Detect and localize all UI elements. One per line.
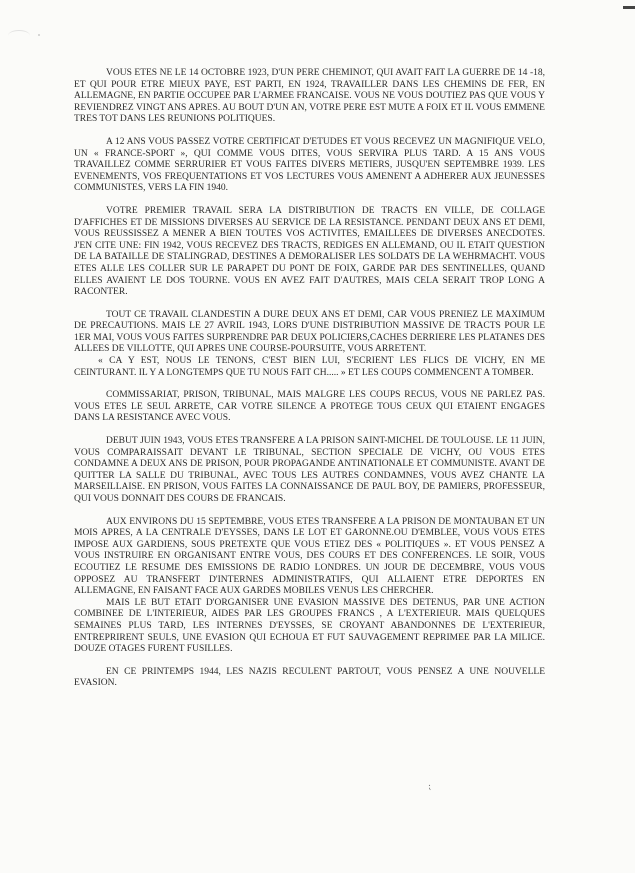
- paragraph-trial: DEBUT JUIN 1943, VOUS ETES TRANSFERE A LA PRISON SAINT-MICHEL DE TOULOUSE. LE 11 JUIN, VOUS COMPARAISSAIT DEVANT LE TRIBUNAL, SECTION SPECIALE DE VICHY, OU VOUS ETES CONDAMNE A DEUX ANS DE PRISON, POUR PROPAGANDE ANTINATIONALE ET COMMUNISTE. AVANT DE QUITTER LA SALLE DU TRIBUNAL, AVEC TOUS LES AUTRES CONDAMNES, VOUS AVEZ CHANTE LA MARSEILLAISE. EN PRISON, VOUS FAITES LA CONNAISSANCE DE PAUL BOY, DE PAMIERS, PROFESSEUR, QUI VOUS DONNAIT DES COURS DE FRANCAIS.: [74, 436, 545, 504]
- scan-dot: [38, 34, 40, 36]
- paragraph-silence: COMMISSARIAT, PRISON, TRIBUNAL, MAIS MALGRE LES COUPS RECUS, VOUS NE PARLEZ PAS. VOUS ETES LE SEUL ARRETE, CAR VOTRE SILENCE A PROTEGE TOUS CEUX QUI ETAIENT ENGAGES DANS LA RESISTANCE AVEC VOUS.: [74, 390, 545, 424]
- paragraph-youth: A 12 ANS VOUS PASSEZ VOTRE CERTIFICAT D'ETUDES ET VOUS RECEVEZ UN MAGNIFIQUE VELO, UN « FRANCE-SPORT », QUI COMME VOUS DITES, VOUS SERVIRA PLUS TARD. A 15 ANS VOUS TRAVAILLEZ COMME SERRURIER ET VOUS FAITES DIVERS METIERS, JUSQU'EN SEPTEMBRE 1939. LES EVENEMENTS, VOS FREQUENTATIONS ET VOS LECTURES VOUS AMENENT A ADHERER AUX JEUNESSES COMMUNISTES, VERS LA FIN 1940.: [74, 136, 545, 194]
- scan-smudge: [8, 30, 30, 41]
- paragraph-spring-1944: EN CE PRINTEMPS 1944, LES NAZIS RECULENT PARTOUT, VOUS PENSEZ A UNE NOUVELLE EVASION.: [74, 666, 545, 689]
- paragraph-arrest: TOUT CE TRAVAIL CLANDESTIN A DURE DEUX ANS ET DEMI, CAR VOUS PRENIEZ LE MAXIMUM DE PRECAUTIONS. MAIS LE 27 AVRIL 1943, LORS D'UNE DISTRIBUTION MASSIVE DE TRACTS POUR LE 1ER MAI, VOUS VOUS FAITES SURPRENDRE PAR DEUX POLICIERS,CACHES DERRIERE LES PLATANES DES ALLEES DE VILLOTTE, QUI APRES UNE COURSE-POURSUITE, VOUS ARRETENT.: [74, 309, 545, 355]
- paragraph-quote: « CA Y EST, NOUS LE TENONS, C'EST BIEN LUI, S'ECRIENT LES FLICS DE VICHY, EN ME CEINTURANT. IL Y A LONGTEMPS QUE TU NOUS FAIT CH..... » ET LES COUPS COMMENCENT A TOMBER.: [74, 356, 545, 378]
- scan-artifact: ⁏: [428, 781, 432, 791]
- paragraph-eysses: AUX ENVIRONS DU 15 SEPTEMBRE, VOUS ETES TRANSFERE A LA PRISON DE MONTAUBAN ET UN MOIS APRES, A LA CENTRALE D'EYSSES, DANS LE LOT ET GARONNE.OU D'EMBLEE, VOUS VOUS ETES IMPOSE AUX GARDIENS, SOUS PRETEXTE QUE VOUS ETIEZ DES « POLITIQUES ». ET VOUS PENSEZ A VOUS INSTRUIRE EN ORGANISANT ENTRE VOUS, DES COURS ET DES CONFERENCES. LE SOIR, VOUS ECOUTIEZ LE RESUME DES EMISSIONS DE RADIO LONDRES. UN JOUR DE DECEMBRE, VOUS VOUS OPPOSEZ AU TRANSFERT D'INTERNES ADMINISTRATIFS, QUI ALLAIENT ETRE DEPORTES EN ALLEMAGNE, EN FAISANT FACE AUX GARDES MOBILES VENUS LES CHERCHER.: [74, 516, 545, 597]
- paragraph-birth: VOUS ETES NE LE 14 OCTOBRE 1923, D'UN PERE CHEMINOT, QUI AVAIT FAIT LA GUERRE DE 14 -18, ET QUI POUR ETRE MIEUX PAYE, EST PARTI, EN 1924, TRAVAILLER DANS LES CHEMINS DE FER, EN ALLEMAGNE, EN PARTIE OCCUPEE PAR L'ARMEE FRANCAISE. VOUS NE VOUS DOUTIEZ PAS QUE VOUS Y REVIENDREZ VINGT ANS APRES. AU BOUT D'UN AN, VOTRE PERE EST MUTE A FOIX ET IL VOUS EMMENE TRES TOT DANS LES REUNIONS POLITIQUES.: [74, 68, 545, 125]
- paragraph-evasion-plan: MAIS LE BUT ETAIT D'ORGANISER UNE EVASION MASSIVE DES DETENUS, PAR UNE ACTION COMBINEE DE L'INTERIEUR, AIDES PAR LES GROUPES FRANCS , A L'EXTERIEUR. MAIS QUELQUES SEMAINES PLUS TARD, LES INTERNES D'EYSSES, SE CROYANT ABANDONNES DE L'EXTERIEUR, ENTREPRIRENT SEULS, UNE EVASION QUI ECHOUA ET FUT SAUVAGEMENT REPRIMEE PAR LA MILICE. DOUZE OTAGES FURENT FUSILLES.: [74, 597, 545, 655]
- paragraph-first-work: VOTRE PREMIER TRAVAIL SERA LA DISTRIBUTION DE TRACTS EN VILLE, DE COLLAGE D'AFFICHES ET DE MISSIONS DIVERSES AU SERVICE DE LA RESISTANCE. PENDANT DEUX ANS ET DEMI, VOUS REUSSISSEZ A MENER A BIEN TOUTES VOS ACTIVITES, EMAILLEES DE DIVERSES ANECDOTES. J'EN CITE UNE: FIN 1942, VOUS RECEVEZ DES TRACTS, REDIGES EN ALLEMAND, OU IL ETAIT QUESTION DE LA BATAILLE DE STALINGRAD, DESTINES A DEMORALISER LES SOLDATS DE LA WEHRMACHT. VOUS ETES ALLE LES COLLER SUR LE PARAPET DU PONT DE FOIX, GARDE PAR DES SENTINELLES, QUAND ELLES AVAIENT LE DOS TOURNE. VOUS EN AVEZ FAIT D'AUTRES, MAIS CELA SERAIT TROP LONG A RACONTER.: [74, 205, 545, 298]
- scan-edge-mark: [623, 6, 635, 9]
- document-body: [74, 68, 545, 701]
